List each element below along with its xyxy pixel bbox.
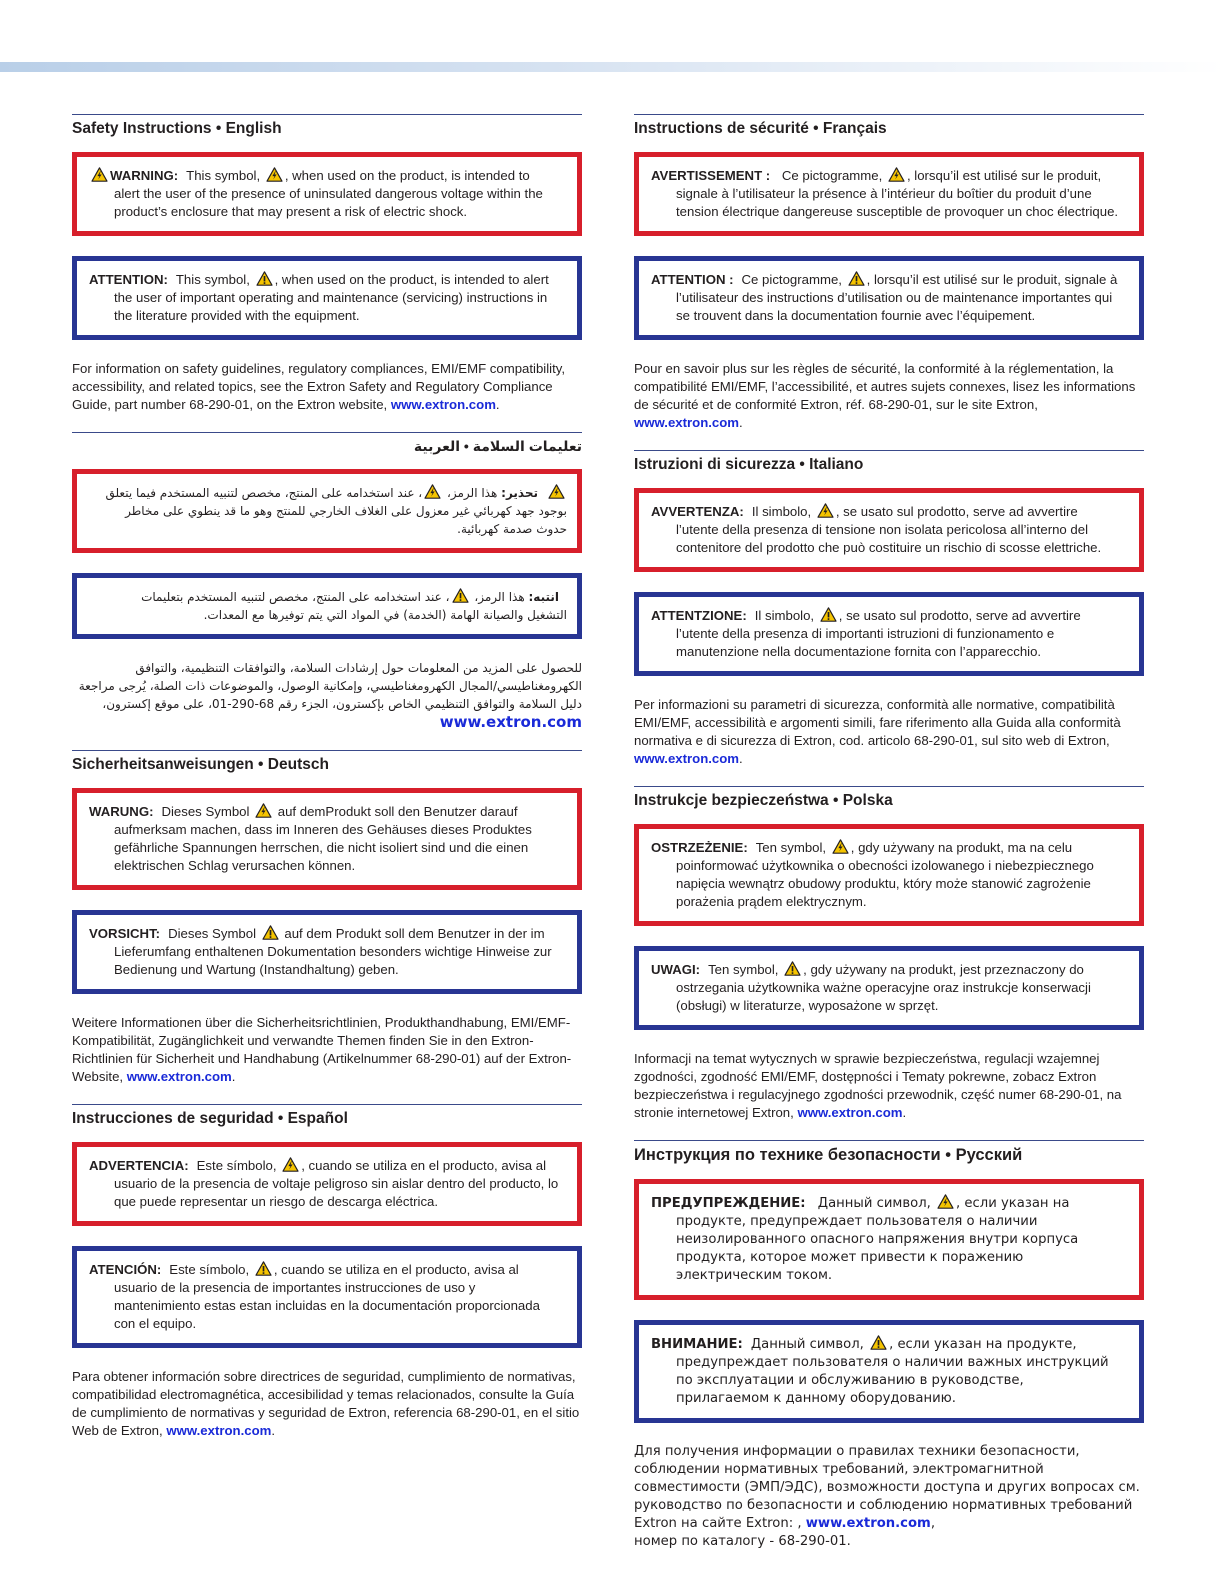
extron-link[interactable]: www.extron.com [634, 751, 740, 766]
warning-text-a: Dieses Symbol [161, 804, 250, 819]
warning-text-a: Ce pictogramme, [781, 168, 883, 183]
warning-text-b: , cuando se utiliza en el producto, avisa al usuario de la presencia de voltaje peligroso sin aislar dentro del producto, lo que puede representar un riesgo de descarga eléctrica. [114, 1158, 559, 1209]
attention-text-b: , gdy używany na produkt, jest przeznaczony do ostrzegania użytkownika ważne operacyjne oraz instrukcje konserwacji (obsługi) w literaturze, wyposażone w sprzęt. [676, 962, 1091, 1013]
attention-label: UWAGI: [651, 962, 701, 977]
attention-box [634, 946, 1144, 1030]
warning-text-a: Данный символ, [817, 1196, 931, 1211]
attention-box [634, 256, 1144, 340]
warning-triangle-lightning-icon [266, 167, 283, 182]
warning-text-b: ، عند استخدامه على المنتج، مخصص لتنبيه المستخدم فيما يتعلق بوجود جهد كهربائي غير معزول على الغلاف الخارجي للمنتج وهو ما قد ينطوي على مخاطر حدوث صدمة كهربائية. [105, 486, 567, 536]
attention-text-a: Il simbolo, [754, 608, 815, 623]
attention-text-a: Este símbolo, [169, 1262, 250, 1277]
info-paragraph [72, 659, 582, 732]
attention-label: انتبه: [528, 590, 559, 604]
warning-box [634, 1179, 1144, 1300]
warning-triangle-lightning-icon [937, 1194, 954, 1209]
warning-triangle-exclamation-icon [452, 588, 469, 603]
left-column [72, 114, 582, 1458]
warning-box [72, 152, 582, 236]
warning-triangle-exclamation-icon [255, 1261, 272, 1276]
info-text: For information on safety guidelines, regulatory compliances, EMI/EMF compatibility, accessibility, and related topics, see the Extron Safety and Regulatory Compliance Guide, part number 68-290-01, on the Extron website, [72, 361, 566, 412]
warning-triangle-exclamation-icon [848, 271, 865, 286]
warning-triangle-lightning-icon [832, 839, 849, 854]
section-polish [634, 786, 1144, 1122]
info-text: للحصول على المزيد من المعلومات حول إرشادات السلامة، والتوافقات التنظيمية، والتوافق الكهرومغناطيسي/المجال الكهرومغناطيسي، وإمكانية الوصول، والموضوعات ذات الصلة، يُرجى مراجعة دليل السلامة والتوافق التنظيمي الخاص بإكسترون، الجزء رقم 68-290-01، على موقع إكسترون، [78, 661, 582, 711]
section-spanish [72, 1104, 582, 1440]
warning-box [634, 824, 1144, 926]
warning-triangle-lightning-icon [888, 167, 905, 182]
section-arabic [72, 432, 582, 732]
info-paragraph: Pour en savoir plus sur les règles de sécurité, la conformité à la réglementation, la compatibilité EMI/EMF, l’accessibilité, et autres sujets connexes, lisez les informations de sécurité et de conformité Extron, réf. 68-290-01, sur le site Extron, www.extron.com. [634, 361, 1136, 430]
warning-label: OSTRZEŻENIE: [651, 840, 748, 855]
warning-label: AVVERTENZA: [651, 504, 744, 519]
attention-text-b: , lorsqu’il est utilisé sur le produit, signale à l’utilisateur des instructions d’utilisation ou de maintenance importantes qui se trouvent dans la documentation fournie avec l’équipement. [676, 272, 1118, 323]
attention-text-b: auf dem Produkt soll dem Benutzer in der im Lieferumfang enthaltenen Dokumentation besonders wichtige Hinweise zur Bedienung und Wartung (Instandhaltung) geben. [114, 926, 552, 977]
warning-text-a: Il simbolo, [751, 504, 812, 519]
attention-text-b: , se usato sul prodotto, serve ad avvertire l’utente della presenza di importanti istruzioni di funzionamento e manutenzione nella documentazione fornita con l’apparecchio. [676, 608, 1081, 659]
extron-link[interactable]: www.extron.com [439, 713, 582, 731]
attention-label: ATENCIÓN: [89, 1262, 162, 1277]
warning-label: WARNING: [110, 168, 179, 183]
warning-triangle-lightning-icon [548, 484, 565, 499]
attention-box [72, 256, 582, 340]
attention-text-b: ، عند استخدامه على المنتج، مخصص لتنبيه المستخدم بتعليمات التشغيل والصيانة الهامة (الخدمة) في المواد التي يتم توفيرها مع المعدات. [141, 590, 567, 622]
attention-text-a: هذا الرمز، [474, 590, 525, 604]
warning-triangle-lightning-icon [255, 803, 272, 818]
section-title: Instructions de sécurité • Français [634, 120, 887, 137]
section-german [72, 750, 582, 1086]
section-title: Instrucciones de seguridad • Español [72, 1110, 348, 1127]
attention-box [72, 1246, 582, 1348]
attention-text-a: Ten symbol, [708, 962, 779, 977]
attention-text-b: , when used on the product, is intended to alert the user of important operating and maintenance (servicing) instructions in the literature provided with the equipment. [114, 272, 549, 323]
attention-text-a: Данный символ, [750, 1337, 864, 1352]
warning-label: ПРЕДУПРЕЖДЕНИЕ: [651, 1196, 806, 1211]
attention-box [72, 910, 582, 994]
warning-text-b: , если указан на продукте, предупреждает пользователя о наличии неизолированного опасного напряжения внутри корпуса продукта, которое может привести к поражению электрическим током. [676, 1196, 1079, 1283]
info-text: Pour en savoir plus sur les règles de sécurité, la conformité à la réglementation, la compatibilité EMI/EMF, l’accessibilité, et autres sujets connexes, lisez les informations de sécurité et de conformité Extron, réf. 68-290-01, sur le site Extron, [634, 361, 1136, 412]
info-paragraph: Weitere Informationen über die Sicherheitsrichtlinien, Produkthandhabung, EMI/EMF-Kompatibilität, Zugänglichkeit und verwandte Themen finden Sie in den Extron-Richtlinien für Sicherheit und Handhabung (Artikelnummer 68-290-01) auf der Extron-Website, www.extron.com. [72, 1015, 572, 1084]
warning-triangle-lightning-icon [282, 1157, 299, 1172]
warning-text-b: , when used on the product, is intended to alert the user of the presence of uninsulated dangerous voltage within the product’s enclosure that may present a risk of electric shock. [114, 168, 543, 219]
extron-link[interactable]: www.extron.com [166, 1423, 272, 1438]
warning-text-a: Este símbolo, [196, 1158, 277, 1173]
warning-label: تحذير: [501, 486, 538, 500]
warning-triangle-lightning-icon [424, 484, 441, 499]
info-text: Для получения информации о правилах техники безопасности, соблюдении нормативных требований, электромагнитной совместимости (ЭМП/ЭДС), возможности доступа и других вопросах см. руководство по безопасности и соблюдению нормативных требований Extron на сайте Extron: , [634, 1444, 1140, 1531]
info-text: Per informazioni su parametri di sicurezza, conformità alle normative, compatibilità EMI/EMF, accessibilità e argomenti simili, fare riferimento alla Guida alla conformità normativa e di sicurezza di Extron, cod. articolo 68-290-01, sul sito web di Extron, [634, 697, 1121, 748]
info-paragraph: Informacji na temat wytycznych w sprawie bezpieczeństwa, regulacji wzajemnej zgodności, zgodność EMI/EMF, dostępności i Tematy pokrewne, zobacz Extron bezpieczeństwa i regulacyjnego zgodności przewodnik, część numer 68-290-01, na stronie internetowej Extron, www.extron.com. [634, 1051, 1122, 1120]
warning-triangle-exclamation-icon [262, 925, 279, 940]
top-gradient-bar [0, 62, 1224, 72]
warning-box [634, 488, 1144, 572]
attention-box [634, 1320, 1144, 1423]
section-russian [634, 1140, 1144, 1551]
warning-triangle-lightning-icon [91, 167, 108, 182]
attention-text-a: Dieses Symbol [168, 926, 257, 941]
section-title: Istruzioni di sicurezza • Italiano [634, 456, 864, 473]
section-title: Instrukcje bezpieczeństwa • Polska [634, 792, 893, 809]
warning-box [72, 788, 582, 890]
section-italian [634, 450, 1144, 768]
section-title: Safety Instructions • English [72, 120, 282, 137]
attention-text-a: This symbol, [175, 272, 250, 287]
attention-label: ATTENTION : [651, 272, 734, 287]
warning-triangle-lightning-icon [817, 503, 834, 518]
warning-triangle-exclamation-icon [784, 961, 801, 976]
attention-label: ATTENTZIONE: [651, 608, 747, 623]
info-paragraph: Para obtener información sobre directrices de seguridad, cumplimiento de normativas, compatibilidad electromagnética, accesibilidad y temas relacionados, consulte la Guía de cumplimiento de normativas y seguridad de Extron, referencia 68-290-01, en el sitio Web de Extron, www.extron.com. [72, 1369, 580, 1438]
info-paragraph: Per informazioni su parametri di sicurezza, conformità alle normative, compatibilità EMI/EMF, accessibilità e argomenti simili, fare riferimento alla Guida alla conformità normativa e di sicurezza di Extron, cod. articolo 68-290-01, sul sito web di Extron, www.extron.com. [634, 697, 1121, 766]
right-column [634, 114, 1144, 1569]
attention-text-b: , cuando se utiliza en el producto, avisa al usuario de la presencia de importantes instrucciones de uso y mantenimiento estas estan incluidas en la documentación proporcionada con el equipo. [114, 1262, 540, 1331]
warning-box [634, 152, 1144, 236]
warning-triangle-exclamation-icon [256, 271, 273, 286]
warning-text-a: هذا الرمز، [447, 486, 498, 500]
warning-triangle-exclamation-icon [870, 1335, 887, 1350]
attention-label: VORSICHT: [89, 926, 161, 941]
extron-link[interactable]: www.extron.com [805, 1516, 931, 1531]
extron-link[interactable]: www.extron.com [126, 1069, 232, 1084]
warning-label: WARUNG: [89, 804, 154, 819]
extron-link[interactable]: www.extron.com [390, 397, 496, 412]
section-title: تعليمات السلامة • العربية [413, 438, 582, 454]
info-text: Weitere Informationen über die Sicherheitsrichtlinien, Produkthandhabung, EMI/EMF-Kompatibilität, Zugänglichkeit und verwandte Themen finden Sie in den Extron-Richtlinien für Sicherheit und Handhabung (Artikelnummer 68-290-01) auf der Extron-Website, [72, 1015, 572, 1084]
section-french [634, 114, 1144, 432]
attention-text-a: Ce pictogramme, [741, 272, 842, 287]
attention-box [634, 592, 1144, 676]
info-paragraph: For information on safety guidelines, regulatory compliances, EMI/EMF compatibility, accessibility, and related topics, see the Extron Safety and Regulatory Compliance Guide, part number 68-290-01, on the Extron website, www.extron.com. [72, 361, 566, 412]
section-english [72, 114, 582, 414]
warning-triangle-exclamation-icon [820, 607, 837, 622]
warning-label: ADVERTENCIA: [89, 1158, 189, 1173]
warning-text-b: , gdy używany na produkt, ma na celu poinformować użytkownika o obecności izolowanego i niebezpiecznego napięcia wewnątrz obudowy produktu, który może stanowić zagrożenie porażenia prądem elektrycznym. [676, 840, 1094, 909]
info-text: Para obtener información sobre directrices de seguridad, cumplimiento de normativas, compatibilidad electromagnética, accesibilidad y temas relacionados, consulte la Guía de cumplimiento de normativas y seguridad de Extron, referencia 68-290-01, en el sitio Web de Extron, [72, 1369, 580, 1438]
warning-text-b: , lorsqu’il est utilisé sur le produit, signale à l’utilisateur la présence à l’intérieur du boîtier du produit d’une tension électrique dangereuse susceptible de provoquer un choc électrique. [676, 168, 1119, 219]
warning-label: AVERTISSEMENT : [651, 168, 771, 183]
warning-box [72, 1142, 582, 1226]
warning-box [72, 469, 582, 553]
attention-label: ATTENTION: [89, 272, 168, 287]
extron-link[interactable]: www.extron.com [797, 1105, 903, 1120]
section-title: Sicherheitsanweisungen • Deutsch [72, 756, 329, 773]
warning-text-b: , se usato sul prodotto, serve ad avvertire l’utente della presenza di tensione non isolata pericolosa all’interno del contenitore del prodotto che può costituire un rischio di scosse elettriche. [676, 504, 1102, 555]
info-paragraph: Для получения информации о правилах техники безопасности, соблюдении нормативных требований, электромагнитной совместимости (ЭМП/ЭДС), возможности доступа и других вопросах см. руководство по безопасности и соблюдению нормативных требований Extron на сайте Extron: , www.extron.com, номер по каталогу - 68-290-01. [634, 1444, 1140, 1549]
extron-link[interactable]: www.extron.com [634, 415, 740, 430]
info-text-end: номер по каталогу - 68-290-01. [634, 1534, 851, 1549]
attention-box [72, 573, 582, 639]
section-title: Инструкция по технике безопасности • Русский [634, 1146, 1023, 1164]
warning-text-b: auf demProdukt soll den Benutzer darauf aufmerksam machen, dass im Inneren des Gehäuses dieses Produktes gefährliche Spannungen herrschen, die nicht isoliert sind und die einen elektrischen Schlag verursachen können. [114, 804, 532, 873]
attention-label: ВНИМАНИЕ: [651, 1337, 743, 1352]
warning-text-a: Ten symbol, [755, 840, 827, 855]
warning-text-a: This symbol, [186, 168, 261, 183]
info-text: Informacji na temat wytycznych w sprawie bezpieczeństwa, regulacji wzajemnej zgodności, zgodność EMI/EMF, dostępności i Tematy pokrewne, zobacz Extron bezpieczeństwa i regulacyjnego zgodności przewodnik, część numer 68-290-01, na stronie internetowej Extron, [634, 1051, 1122, 1120]
attention-text-b: , если указан на продукте, предупреждает пользователя о наличии важных инструкций по эксплуатации и обслуживанию в руководстве, прилагаемом к данному оборудованию. [676, 1337, 1109, 1406]
